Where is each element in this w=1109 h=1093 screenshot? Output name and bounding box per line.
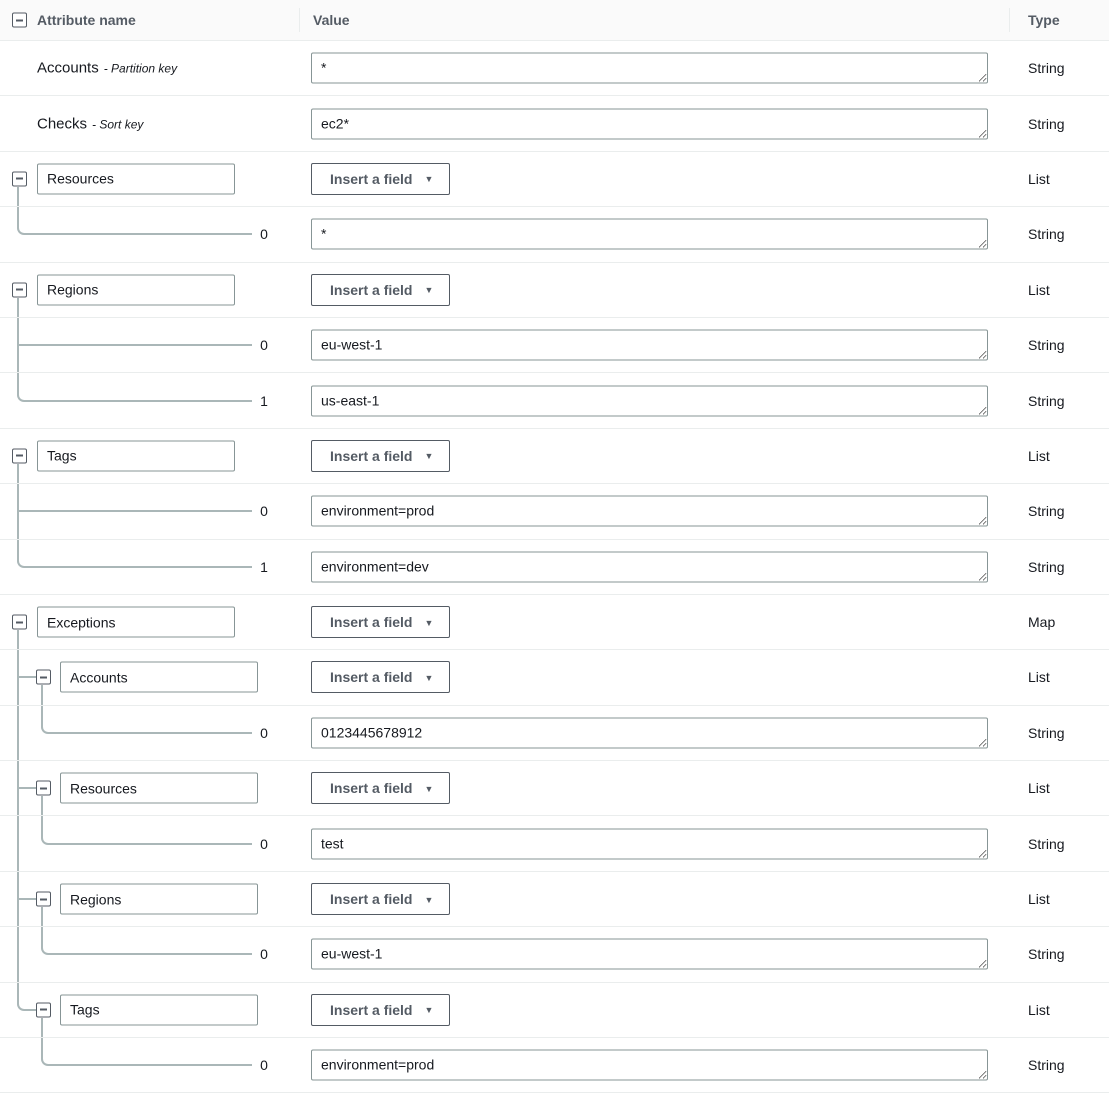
value-textarea[interactable] [311, 385, 988, 416]
value-textarea[interactable] [311, 496, 988, 527]
attribute-row [0, 816, 1109, 871]
attribute-row [0, 1038, 1109, 1093]
attribute-name-input[interactable] [37, 274, 235, 305]
value-textarea[interactable] [311, 717, 988, 748]
insert-field-label: Insert a field [330, 669, 413, 686]
insert-field-label: Insert a field [330, 891, 413, 908]
attribute-row [0, 927, 1109, 982]
tree-connector-line [17, 898, 36, 900]
insert-field-label: Insert a field [330, 170, 413, 187]
value-textarea[interactable] [311, 828, 988, 859]
key-name: Checks [37, 115, 88, 133]
caret-down-icon: ▼ [424, 894, 434, 905]
index-label: 0 [260, 1057, 268, 1074]
attribute-name-input[interactable] [37, 607, 235, 638]
attribute-name-input[interactable] [60, 662, 258, 693]
attribute-row [0, 41, 1109, 96]
index-label: 1 [260, 392, 268, 409]
insert-field-label: Insert a field [330, 780, 413, 797]
attribute-name-input[interactable] [37, 163, 235, 194]
tree-connector-line [41, 816, 252, 844]
tree-connector-line [41, 907, 43, 926]
attribute-row [0, 706, 1109, 761]
collapse-toggle-icon[interactable] [36, 892, 51, 907]
insert-field-button[interactable] [311, 606, 450, 638]
caret-down-icon: ▼ [424, 451, 434, 462]
column-header-type: Type [1028, 12, 1060, 28]
insert-field-label: Insert a field [330, 281, 413, 298]
tree-connector-line [41, 796, 43, 815]
column-header-value: Value [313, 12, 350, 28]
tree-connector-line [41, 1038, 252, 1066]
key-name: Accounts [37, 59, 99, 77]
caret-down-icon: ▼ [424, 174, 434, 185]
insert-field-button[interactable] [311, 274, 450, 306]
attribute-name-input[interactable] [37, 440, 235, 471]
value-textarea[interactable] [311, 108, 988, 139]
tree-connector-line [17, 816, 19, 870]
collapse-toggle-icon[interactable] [36, 781, 51, 796]
tree-connector-line [17, 207, 252, 235]
collapse-toggle-icon[interactable] [12, 282, 27, 297]
tree-connector-line [17, 464, 19, 483]
index-label: 0 [260, 503, 268, 520]
tree-connector-line [17, 344, 252, 346]
tree-connector-line [17, 540, 252, 568]
index-label: 0 [260, 724, 268, 741]
attribute-row [0, 429, 1109, 484]
tree-connector-line [17, 787, 36, 789]
type-label: String [1028, 1057, 1065, 1074]
tree-connector-line [17, 298, 19, 317]
collapse-toggle-icon[interactable] [36, 670, 51, 685]
type-label: String [1028, 503, 1065, 520]
type-label: List [1028, 447, 1050, 464]
tree-connector-line [17, 927, 19, 981]
value-textarea[interactable] [311, 939, 988, 970]
tree-connector-line [17, 983, 36, 1011]
attribute-row [0, 152, 1109, 207]
collapse-toggle-icon[interactable] [36, 1002, 51, 1017]
attribute-key-label [37, 60, 177, 77]
type-label: String [1028, 392, 1065, 409]
type-label: List [1028, 669, 1050, 686]
index-label: 0 [260, 337, 268, 354]
tree-connector-line [17, 706, 19, 760]
attribute-row [0, 207, 1109, 262]
type-label: Map [1028, 614, 1056, 631]
type-label: String [1028, 724, 1065, 741]
attribute-name-input[interactable] [60, 884, 258, 915]
collapse-all-icon[interactable] [12, 13, 27, 28]
value-textarea[interactable] [311, 551, 988, 582]
insert-field-button[interactable] [311, 440, 450, 472]
insert-field-label: Insert a field [330, 447, 413, 464]
collapse-toggle-icon[interactable] [12, 448, 27, 463]
insert-field-label: Insert a field [330, 614, 413, 631]
tree-connector-line [41, 927, 252, 955]
index-label: 0 [260, 835, 268, 852]
attribute-row [0, 761, 1109, 816]
value-textarea[interactable] [311, 1050, 988, 1081]
type-label: List [1028, 1001, 1050, 1018]
index-label: 1 [260, 558, 268, 575]
header-column-divider [1009, 8, 1010, 32]
attribute-row [0, 983, 1109, 1038]
type-label: String [1028, 115, 1065, 132]
type-label: String [1028, 835, 1065, 852]
insert-field-button[interactable] [311, 883, 450, 915]
value-textarea[interactable] [311, 53, 988, 84]
attribute-rows [0, 41, 1109, 1093]
index-label: 0 [260, 226, 268, 243]
header-column-divider [299, 8, 300, 32]
tree-connector-line [17, 373, 252, 401]
index-label: 0 [260, 946, 268, 963]
column-header-attribute-name: Attribute name [37, 12, 136, 28]
insert-field-button[interactable] [311, 163, 450, 195]
tree-connector-line [17, 510, 252, 512]
type-label: List [1028, 281, 1050, 298]
tree-connector-line [41, 685, 43, 704]
caret-down-icon: ▼ [424, 672, 434, 683]
caret-down-icon: ▼ [424, 617, 434, 628]
type-label: String [1028, 226, 1065, 243]
type-label: String [1028, 946, 1065, 963]
key-suffix: - Partition key [103, 61, 178, 76]
tree-connector-line [17, 676, 36, 678]
type-label: List [1028, 780, 1050, 797]
tree-connector-line [41, 706, 252, 734]
collapse-toggle-icon[interactable] [12, 615, 27, 630]
attribute-row [0, 872, 1109, 927]
caret-down-icon: ▼ [424, 1005, 434, 1016]
attribute-name-input[interactable] [60, 994, 258, 1025]
attribute-key-label [37, 115, 143, 132]
attribute-row [0, 650, 1109, 705]
attribute-row [0, 263, 1109, 318]
value-textarea[interactable] [311, 330, 988, 361]
attribute-row [0, 318, 1109, 373]
type-label: String [1028, 558, 1065, 575]
tree-connector-line [17, 630, 19, 649]
caret-down-icon: ▼ [424, 783, 434, 794]
type-label: List [1028, 170, 1050, 187]
attribute-row [0, 540, 1109, 595]
attribute-name-input[interactable] [60, 773, 258, 804]
attribute-row [0, 96, 1109, 151]
tree-connector-line [17, 187, 19, 206]
insert-field-label: Insert a field [330, 1001, 413, 1018]
type-label: String [1028, 60, 1065, 77]
tree-connector-line [41, 1018, 43, 1037]
caret-down-icon: ▼ [424, 285, 434, 296]
table-header [0, 0, 1109, 41]
key-suffix: - Sort key [92, 117, 144, 132]
attribute-row [0, 595, 1109, 650]
value-textarea[interactable] [311, 219, 988, 250]
collapse-toggle-icon[interactable] [12, 171, 27, 186]
insert-field-button[interactable] [311, 994, 450, 1026]
attribute-row [0, 373, 1109, 428]
insert-field-button[interactable] [311, 661, 450, 693]
type-label: List [1028, 891, 1050, 908]
attribute-row [0, 484, 1109, 539]
type-label: String [1028, 337, 1065, 354]
insert-field-button[interactable] [311, 772, 450, 804]
